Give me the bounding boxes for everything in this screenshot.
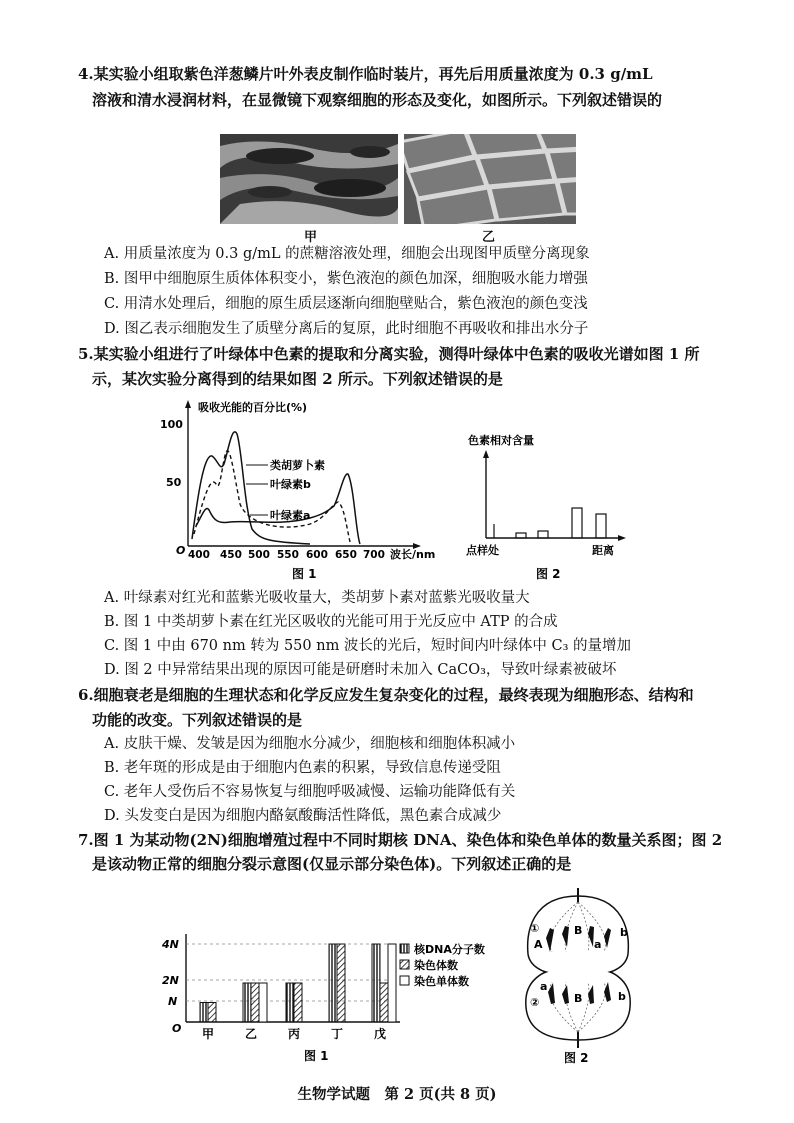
q7-stem-line1: 7.图 1 为某动物(2N)细胞增殖过程中不同时期核 DNA、染色体和染色单体的数量关系图；图 2 (78, 831, 723, 849)
bar-4-series-1 (380, 983, 388, 1022)
label-1: ① (530, 922, 540, 935)
band-4 (596, 514, 606, 538)
spectrum-xlabel: 波长/nm (390, 548, 436, 561)
bar-3-series-1 (337, 944, 345, 1022)
bar-group (200, 944, 396, 1022)
page-footer: 生物学试题 第 2 页(共 8 页) (297, 1086, 497, 1103)
cell-division-figure (512, 882, 644, 1066)
bar-1-series-2 (259, 983, 267, 1022)
label-b-lower: b (618, 990, 626, 1003)
q6-option-a[interactable]: A. 皮肤干燥、发皱是因为细胞水分减少，细胞核和细胞体积减小 (104, 736, 516, 752)
ytick-50: 50 (166, 476, 182, 489)
absorption-spectrum-figure (160, 394, 450, 584)
fig2-ylabel: 色素相对含量 (468, 434, 534, 447)
label-a-lower: a (540, 980, 548, 993)
label-B-lower: B (574, 992, 583, 1005)
spectrum-origin: O (176, 544, 186, 557)
ytick-100: 100 (160, 418, 183, 431)
q5-option-d[interactable]: D. 图 2 中异常结果出现的原因可能是研磨时未加入 CaCO₃，导致叶绿素被破坏 (104, 662, 617, 678)
q4-option-a[interactable]: A. 用质量浓度为 0.3 g/mL 的蔗糖溶液处理，细胞会出现图甲质壁分离现象 (104, 246, 590, 262)
band-1 (516, 533, 526, 538)
label-b-upper: b (620, 926, 628, 939)
bar-4-series-2 (388, 944, 396, 1022)
cell-membrane (526, 896, 630, 1040)
q4-option-b[interactable]: B. 图甲中细胞原生质体体积变小，紫色液泡的颜色加深，细胞吸水能力增强 (104, 271, 588, 287)
legend-chlorophyll-b: 叶绿素b (270, 478, 311, 491)
legend-dna: 核DNA分子数 (414, 943, 485, 956)
bar-category-labels (202, 1026, 386, 1041)
fig2-x-right: 距离 (592, 544, 614, 557)
caption-yi: 乙 (482, 230, 496, 245)
q4-stem-line2: 溶液和清水浸润材料，在显微镜下观察细胞的形态及变化，如图所示。下列叙述错误的 (92, 91, 663, 109)
q6-option-c[interactable]: C. 老年人受伤后不容易恢复与细胞呼吸减慢、运输功能降低有关 (104, 784, 516, 800)
q6-option-b[interactable]: B. 老年斑的形成是由于细胞内色素的积累，导致信息传递受阻 (104, 760, 501, 776)
label-2: ② (530, 996, 540, 1009)
bar-4-series-0 (372, 944, 380, 1022)
xtick-700: 700 (363, 549, 385, 561)
xtick-500: 500 (248, 549, 270, 561)
cell-fig-caption: 图 2 (564, 1051, 589, 1065)
q7-stem-line2: 是该动物正常的细胞分裂示意图(仅显示部分染色体)。下列叙述正确的是 (92, 855, 572, 873)
ytick-4n: 4N (162, 938, 179, 951)
q4-option-c[interactable]: C. 用清水处理后，细胞的原生质层逐渐向细胞壁贴合，紫色液泡的颜色变浅 (104, 296, 588, 312)
q4-option-d[interactable]: D. 图乙表示细胞发生了质壁分离后的复原，此时细胞不再吸收和排出水分子 (104, 321, 589, 337)
legend-carotenoid: 类胡萝卜素 (270, 459, 325, 472)
bar-fig-caption: 图 1 (304, 1049, 329, 1063)
bar-1-series-1 (251, 983, 259, 1022)
bar-1-series-0 (243, 983, 251, 1022)
band-3 (572, 508, 582, 538)
bar-0-series-1 (208, 1003, 216, 1023)
label-A: A (534, 938, 543, 951)
bar-category-2: 丙 (288, 1027, 301, 1041)
xtick-400: 400 (188, 549, 210, 561)
q5-stem-line2: 示，某次实验分离得到的结果如图 2 所示。下列叙述错误的是 (92, 370, 503, 388)
ytick-n: N (168, 995, 178, 1008)
spectrum-ylabel: 吸收光能的百分比(%) (198, 401, 308, 414)
micrograph-jia (220, 134, 398, 224)
xtick-450: 450 (220, 549, 242, 561)
q6-stem-line2: 功能的改变。下列叙述错误的是 (92, 711, 303, 729)
label-B-upper: B (574, 924, 583, 937)
bar-origin: O (172, 1022, 182, 1035)
legend-chlorophyll-a: 叶绿素a (270, 509, 311, 522)
q5-stem-line1: 5.某实验小组进行了叶绿体中色素的提取和分离实验，测得叶绿体中色素的吸收光谱如图 1 所 (78, 345, 700, 363)
xtick-650: 650 (335, 549, 357, 561)
legend-swatch-chromosome (400, 960, 409, 969)
bar-category-0: 甲 (202, 1027, 215, 1041)
bar-2-series-1 (294, 983, 302, 1022)
legend-chromosome: 染色体数 (414, 959, 458, 972)
bar-chart-figure (160, 926, 520, 1066)
xtick-550: 550 (277, 549, 299, 561)
bar-category-1: 乙 (245, 1027, 258, 1041)
separation-result-figure (460, 430, 640, 584)
bar-0-series-0 (200, 1003, 208, 1023)
q5-option-a[interactable]: A. 叶绿素对红光和蓝紫光吸收量大，类胡萝卜素对蓝紫光吸收量大 (104, 590, 530, 606)
fig2-caption: 图 2 (536, 567, 561, 581)
band-2 (538, 531, 548, 538)
fig1-caption: 图 1 (292, 567, 317, 581)
q5-option-c[interactable]: C. 图 1 中由 670 nm 转为 550 nm 波长的光后，短时间内叶绿体中 C₃ 的量增加 (104, 638, 632, 654)
q6-option-d[interactable]: D. 头发变白是因为细胞内酪氨酸酶活性降低，黑色素合成减少 (104, 808, 502, 824)
q6-stem-line1: 6.细胞衰老是细胞的生理状态和化学反应发生复杂变化的过程，最终表现为细胞形态、结构和 (78, 686, 694, 704)
caption-jia: 甲 (304, 230, 318, 245)
legend-swatch-dna (400, 944, 409, 953)
q5-option-b[interactable]: B. 图 1 中类胡萝卜素在红光区吸收的光能可用于光反应中 ATP 的合成 (104, 614, 558, 630)
fig2-x-left: 点样处 (466, 544, 499, 557)
ytick-2n: 2N (162, 974, 179, 987)
legend-chromatid: 染色单体数 (414, 975, 469, 988)
bar-3-series-0 (329, 944, 337, 1022)
legend-swatch-chromatid (400, 976, 409, 985)
bar-category-4: 戊 (374, 1027, 387, 1041)
micrograph-yi (404, 134, 576, 224)
bar-2-series-0 (286, 983, 294, 1022)
xtick-600: 600 (306, 549, 328, 561)
q4-stem-line1: 4.某实验小组取紫色洋葱鳞片叶外表皮制作临时装片，再先后用质量浓度为 0.3 g/mL (78, 65, 653, 83)
label-a-upper: a (594, 938, 602, 951)
bar-category-3: 丁 (331, 1027, 344, 1041)
